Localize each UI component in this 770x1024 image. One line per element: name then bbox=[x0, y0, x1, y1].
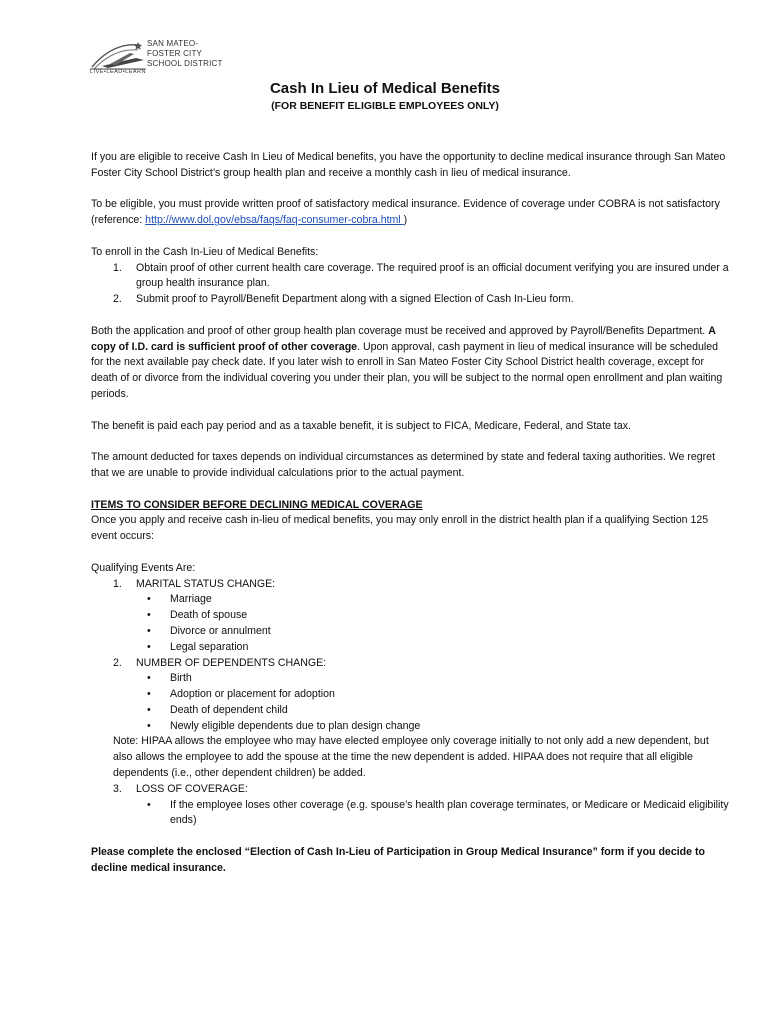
hipaa-note: Note: HIPAA allows the employee who may have elected employee only coverage initially to not only add a new dependent, but also allows the employee to add the spouse at the time the new dependent is added. HIPAA does not require that all eligible dependents (i.e., other dependent children) be added. bbox=[113, 735, 709, 780]
list-item: • If the employee loses other coverage (e.g. spouse’s health plan coverage terminates, or Medicare or Medicaid eligibility ends) bbox=[147, 798, 729, 827]
qualifying-events bbox=[91, 577, 731, 830]
list-item: 2. Submit proof to Payroll/Benefit Department along with a signed Election of Cash In-Lieu form. bbox=[113, 293, 574, 306]
cobra-faq-link[interactable]: http://www.dol.gov/ebsa/faqs/faq-consumer-cobra.html bbox=[145, 214, 404, 227]
eligibility-paragraph: To be eligible, you must provide written proof of satisfactory medical insurance. Evidence of coverage under COBRA is not satisfactory (reference: http://www.dol.gov/ebsa/faqs/faq-consumer-cobra.html ) bbox=[91, 198, 720, 227]
page-subtitle: (FOR BENEFIT ELIGIBLE EMPLOYEES ONLY) bbox=[271, 100, 499, 112]
items-intro: Once you apply and receive cash in-lieu of medical benefits, you may only enroll in the district health plan if a qualifying Section 125 event occurs: bbox=[91, 514, 709, 543]
enroll-steps bbox=[91, 261, 731, 308]
list-item: • Marriage bbox=[147, 593, 212, 606]
closing-instruction: Please complete the enclosed “Election of Cash In-Lieu of Participation in Group Medical Insurance” form if you decide to decline medical insurance. bbox=[91, 846, 705, 874]
list-item: 1. Obtain proof of other current health care coverage. The required proof is an official document verifying you are insured under a group health insurance plan. bbox=[113, 261, 729, 290]
items-heading: ITEMS TO CONSIDER BEFORE DECLINING MEDICAL COVERAGE bbox=[91, 498, 423, 511]
district-tagline: LIVE•LEAD•LEARN bbox=[90, 69, 146, 75]
list-item: • Death of dependent child bbox=[147, 703, 288, 716]
list-item: • Birth bbox=[147, 672, 192, 685]
district-name: SAN MATEO- FOSTER CITY SCHOOL DISTRICT bbox=[147, 39, 223, 68]
enroll-heading: To enroll in the Cash In-Lieu of Medical Benefits: bbox=[91, 245, 319, 258]
deduction-paragraph: The amount deducted for taxes depends on individual circumstances as determined by state and federal taxing authorities. We regret that we are unable to provide individual calculations prior to the actual payment. bbox=[91, 451, 716, 479]
list-item: • Newly eligible dependents due to plan design change bbox=[147, 719, 421, 732]
event-item: 2. NUMBER OF DEPENDENTS CHANGE: bbox=[113, 656, 327, 669]
intro-paragraph: If you are eligible to receive Cash In Lieu of Medical benefits, you have the opportunity to decline medical insurance through San Mateo Foster City School District’s group health plan and receive a monthly cash in lieu of medical insurance. bbox=[91, 151, 726, 179]
list-item: • Adoption or placement for adoption bbox=[147, 688, 335, 701]
list-item: • Death of spouse bbox=[147, 609, 248, 622]
qualifying-heading: Qualifying Events Are: bbox=[91, 561, 196, 574]
tax-paragraph: The benefit is paid each pay period and as a taxable benefit, it is subject to FICA, Medicare, Federal, and State tax. bbox=[91, 419, 632, 432]
list-item: • Legal separation bbox=[147, 640, 249, 653]
list-item: • Divorce or annulment bbox=[147, 624, 271, 637]
event-item: 1. MARITAL STATUS CHANGE: bbox=[113, 577, 276, 590]
approval-paragraph: Both the application and proof of other group health plan coverage must be received and approved by Payroll/Benefits Department. A copy of I.D. card is sufficient proof of other coverage. Upon approval, cash payment in lieu of medical insurance will be scheduled for the next available pay check date. If you later wish to enroll in San Mateo Foster City School District health coverage, except for death of or divorce from the individual covering you under their plan, you will be subject to the normal open enrollment and plan waiting periods. bbox=[91, 324, 723, 400]
event-item: 3. LOSS OF COVERAGE: bbox=[113, 782, 248, 795]
document-body bbox=[91, 150, 731, 892]
page-title: Cash In Lieu of Medical Benefits bbox=[269, 80, 501, 97]
